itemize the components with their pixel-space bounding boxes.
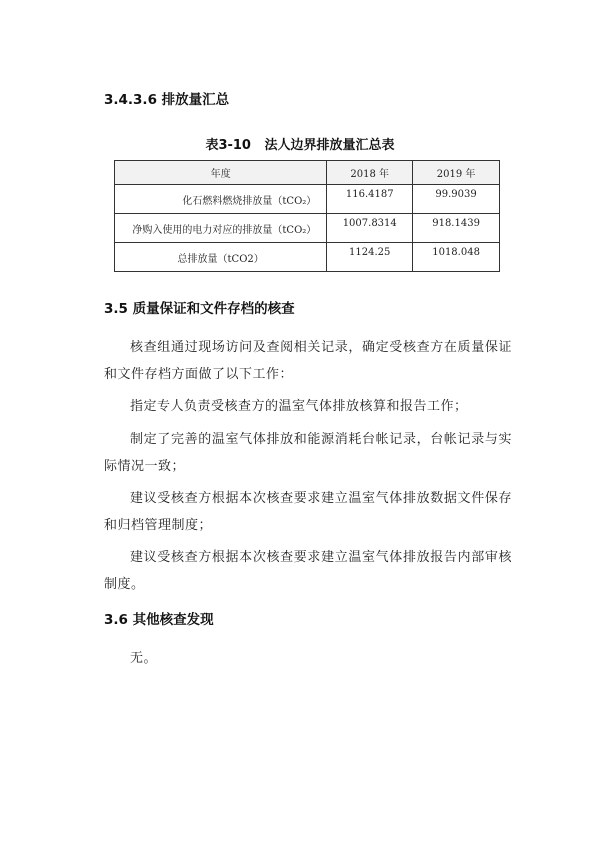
header-2019: 2019 年 — [413, 161, 500, 185]
table-row — [115, 185, 500, 214]
row-label-total: 总排放量（tCO2） — [115, 243, 327, 272]
section-heading-emission-summary: 3.4.3.6 排放量汇总 — [104, 92, 230, 108]
value-2018: 1124.25 — [327, 243, 413, 272]
section-heading-quality-assurance: 3.5 质量保证和文件存档的核查 — [104, 301, 295, 317]
paragraph-item: 制定了完善的温室气体排放和能源消耗台帐记录，台帐记录与实际情况一致； — [104, 432, 512, 474]
paragraph-item: 建议受核查方根据本次核查要求建立温室气体排放数据文件保存和归档管理制度； — [104, 491, 512, 533]
section-heading-other-findings: 3.6 其他核查发现 — [104, 612, 214, 628]
header-year: 年度 — [115, 161, 327, 185]
table-header-row — [115, 161, 500, 185]
paragraph-none: 无。 — [130, 651, 158, 666]
value-2018: 1007.8314 — [327, 214, 413, 243]
table-row — [115, 214, 500, 243]
table-caption: 表3-10 法人边界排放量汇总表 — [205, 138, 395, 153]
emission-summary-table — [114, 160, 500, 272]
paragraph-item: 指定专人负责受核查方的温室气体排放核算和报告工作； — [130, 399, 468, 414]
value-2019: 1018.048 — [413, 243, 500, 272]
paragraph-intro: 核查组通过现场访问及查阅相关记录，确定受核查方在质量保证和文件存档方面做了以下工作： — [104, 340, 512, 382]
value-2018: 116.4187 — [327, 185, 413, 214]
table-row — [115, 243, 500, 272]
row-label-purchased-electricity: 净购入使用的电力对应的排放量（tCO₂） — [115, 214, 327, 243]
row-label-fossil-fuel: 化石燃料燃烧排放量（tCO₂） — [115, 185, 327, 214]
header-2018: 2018 年 — [327, 161, 413, 185]
value-2019: 918.1439 — [413, 214, 500, 243]
paragraph-item: 建议受核查方根据本次核查要求建立温室气体排放报告内部审核制度。 — [104, 550, 512, 592]
value-2019: 99.9039 — [413, 185, 500, 214]
